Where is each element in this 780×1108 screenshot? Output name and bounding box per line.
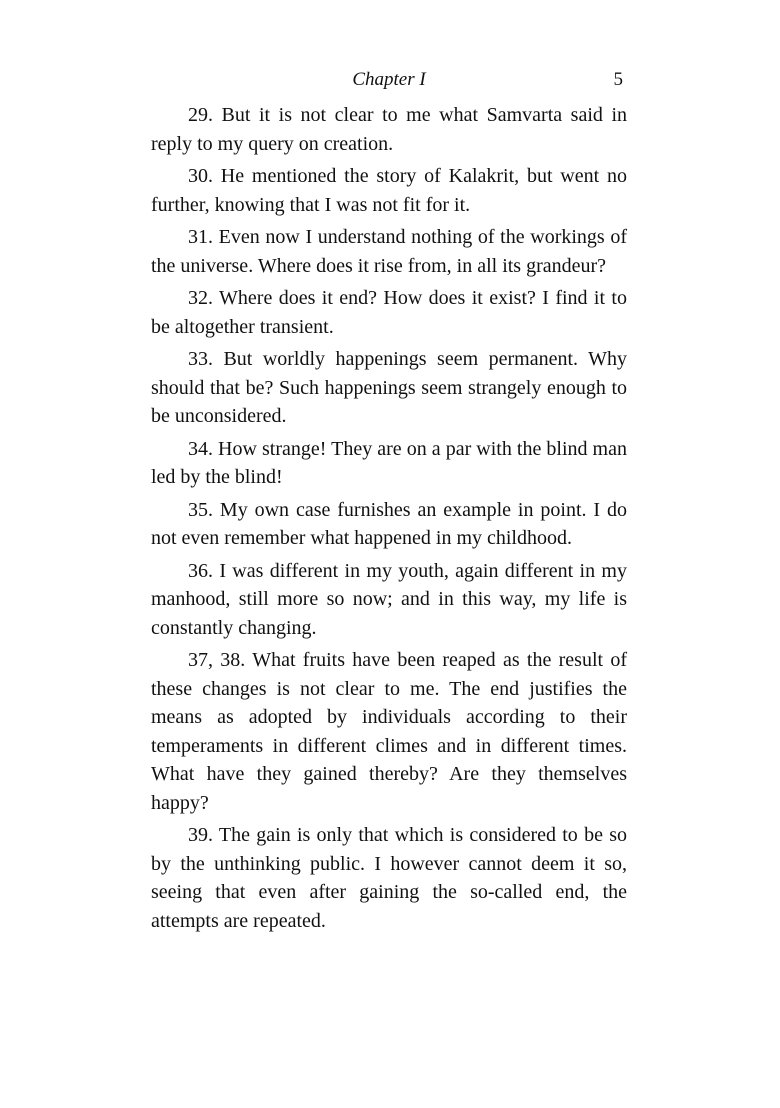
verse-30: 30. He mentioned the story of Kalakrit, but went no further, knowing that I was not fit for it. <box>151 165 627 216</box>
verse-33: 33. But worldly happenings seem permanent. Why should that be? Such happenings seem strangely enough to be unconsidered. <box>151 348 627 427</box>
page-number: 5 <box>613 69 623 90</box>
verse-31: 31. Even now I understand nothing of the workings of the universe. Where does it rise from, in all its grandeur? <box>151 226 627 277</box>
verse-29: 29. But it is not clear to me what Samvarta said in reply to my query on creation. <box>151 104 627 155</box>
verse-34: 34. How strange! They are on a par with the blind man led by the blind! <box>151 437 627 488</box>
chapter-title: Chapter I <box>352 69 426 90</box>
verse-36: 36. I was different in my youth, again different in my manhood, still more so now; and in this way, my life is constantly changing. <box>151 559 627 639</box>
verse-39: 39. The gain is only that which is considered to be so by the unthinking public. I however cannot deem it so, seeing that even after gaining the so-called end, the attempts are repeated. <box>151 824 627 932</box>
verse-37-38: 37, 38. What fruits have been reaped as the result of these changes is not clear to me. The end justifies the means as adopted by individuals according to their temperaments in different climes and in different times. What have they gained thereby? Are they themselves happy? <box>151 649 627 814</box>
verse-35: 35. My own case furnishes an example in point. I do not even remember what happened in my childhood. <box>151 498 627 549</box>
running-header <box>151 66 627 96</box>
body-text <box>151 101 627 939</box>
verse-32: 32. Where does it end? How does it exist? I find it to be altogether transient. <box>151 287 627 338</box>
